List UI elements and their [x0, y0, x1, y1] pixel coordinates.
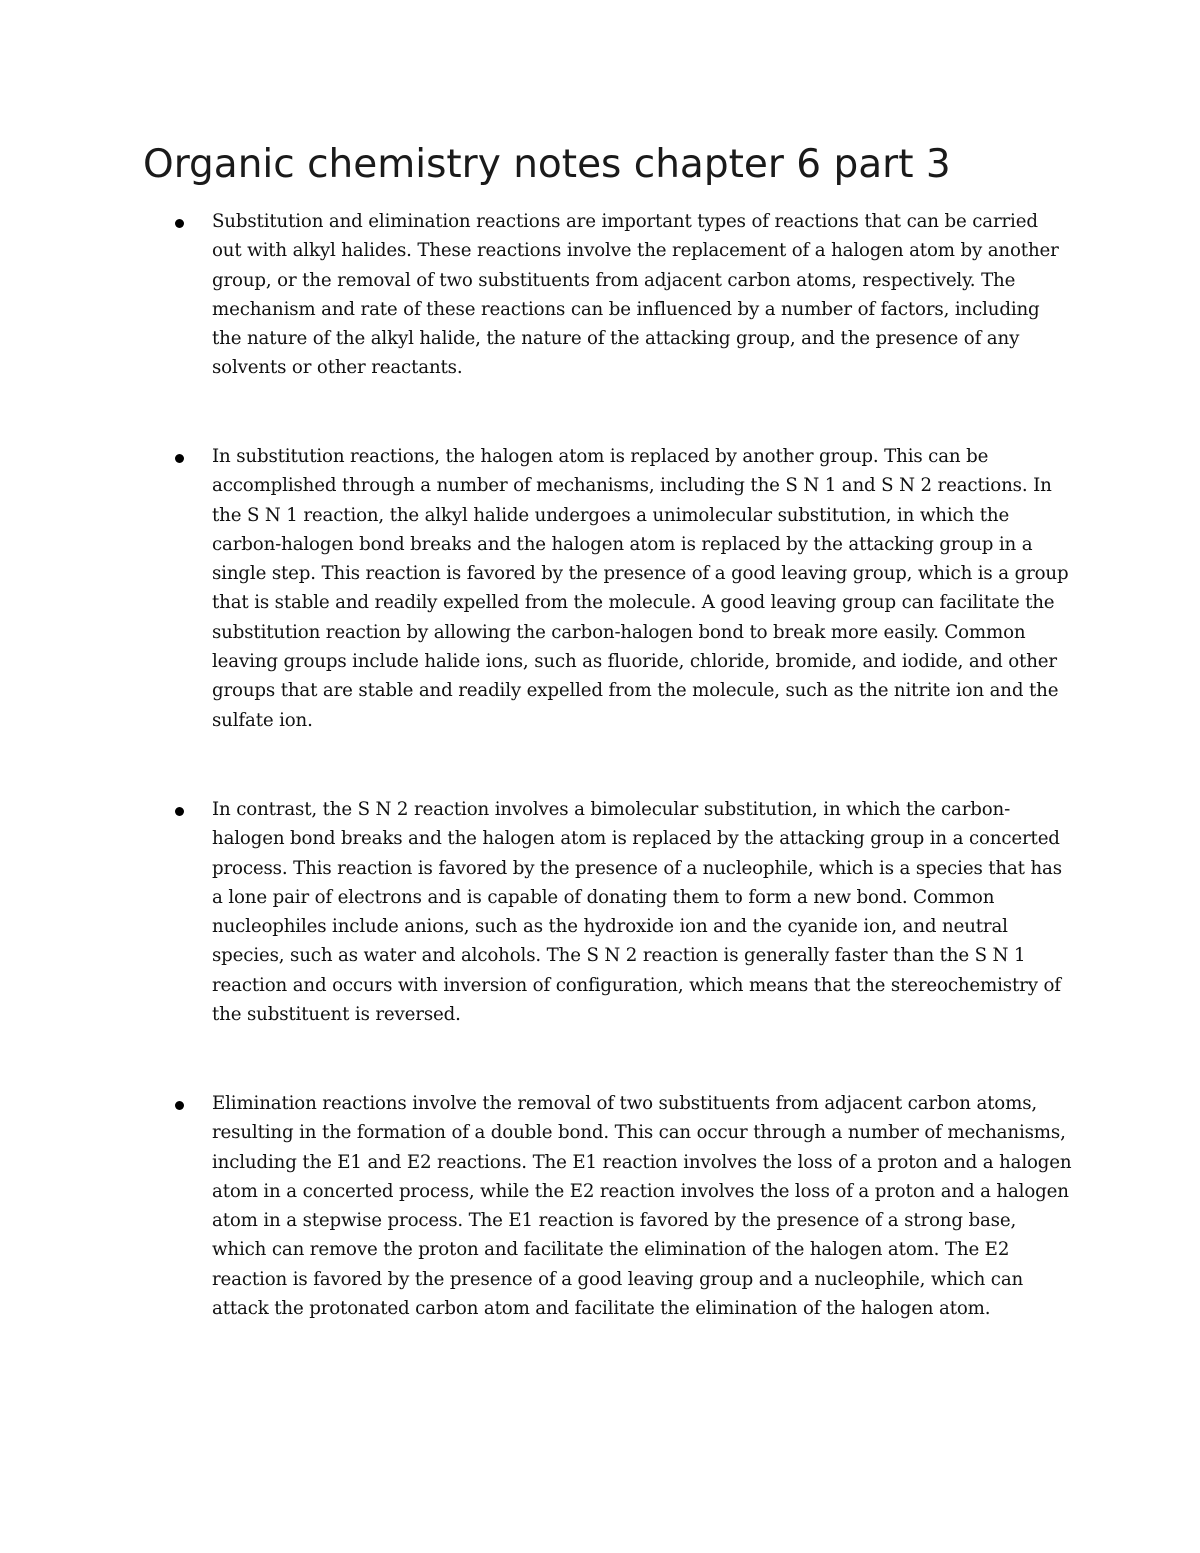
bullet-dot-icon	[175, 219, 184, 228]
bullet-dot-icon	[175, 1101, 184, 1110]
bullet-text: Substitution and elimination reactions are important types of reactions that can be carried out with alkyl halides. These reactions involve the replacement of a halogen atom by another group, or the removal of two substituents from adjacent carbon atoms, respectively. The mechanism and rate of these reactions can be influenced by a number of factors, including the nature of the alkyl halide, the nature of the attacking group, and the presence of any solvents or other reactants.	[212, 211, 1059, 379]
bullet-text: Elimination reactions involve the removal of two substituents from adjacent carbon atoms, resulting in the formation of a double bond. This can occur through a number of mechanisms, including the E1 and E2 reactions. The E1 reaction involves the loss of a proton and a halogen atom in a concerted process, while the E2 reaction involves the loss of a proton and a halogen atom in a stepwise process. The E1 reaction is favored by the presence of a strong base, which can remove the proton and facilitate the elimination of the halogen atom. The E2 reaction is favored by the presence of a good leaving group and a nucleophile, which can attack the protonated carbon atom and facilitate the elimination of the halogen atom.	[212, 1093, 1072, 1320]
document-title: Organic chemistry notes chapter 6 part 3	[143, 142, 951, 187]
bullet-text: In substitution reactions, the halogen atom is replaced by another group. This can be accomplished through a number of mechanisms, including the S N 1 and S N 2 reactions. In the S N 1 reaction, the alkyl halide undergoes a unimolecular substitution, in which the carbon-halogen bond breaks and the halogen atom is replaced by the attacking group in a single step. This reaction is favored by the presence of a good leaving group, which is a group that is stable and readily expelled from the molecule. A good leaving group can facilitate the substitution reaction by allowing the carbon-halogen bond to break more easily. Common leaving groups include halide ions, such as fluoride, chloride, bromide, and iodide, and other groups that are stable and readily expelled from the molecule, such as the nitrite ion and the sulfate ion.	[212, 446, 1069, 731]
bullet-text: In contrast, the S N 2 reaction involves a bimolecular substitution, in which the carbon-halogen bond breaks and the halogen atom is replaced by the attacking group in a concerted process. This reaction is favored by the presence of a nucleophile, which is a species that has a lone pair of electrons and is capable of donating them to form a new bond. Common nucleophiles include anions, such as the hydroxide ion and the cyanide ion, and neutral species, such as water and alcohols. The S N 2 reaction is generally faster than the S N 1 reaction and occurs with inversion of configuration, which means that the stereochemistry of the substituent is reversed.	[212, 799, 1062, 1026]
bullet-dot-icon	[175, 454, 184, 463]
bullet-dot-icon	[175, 807, 184, 816]
